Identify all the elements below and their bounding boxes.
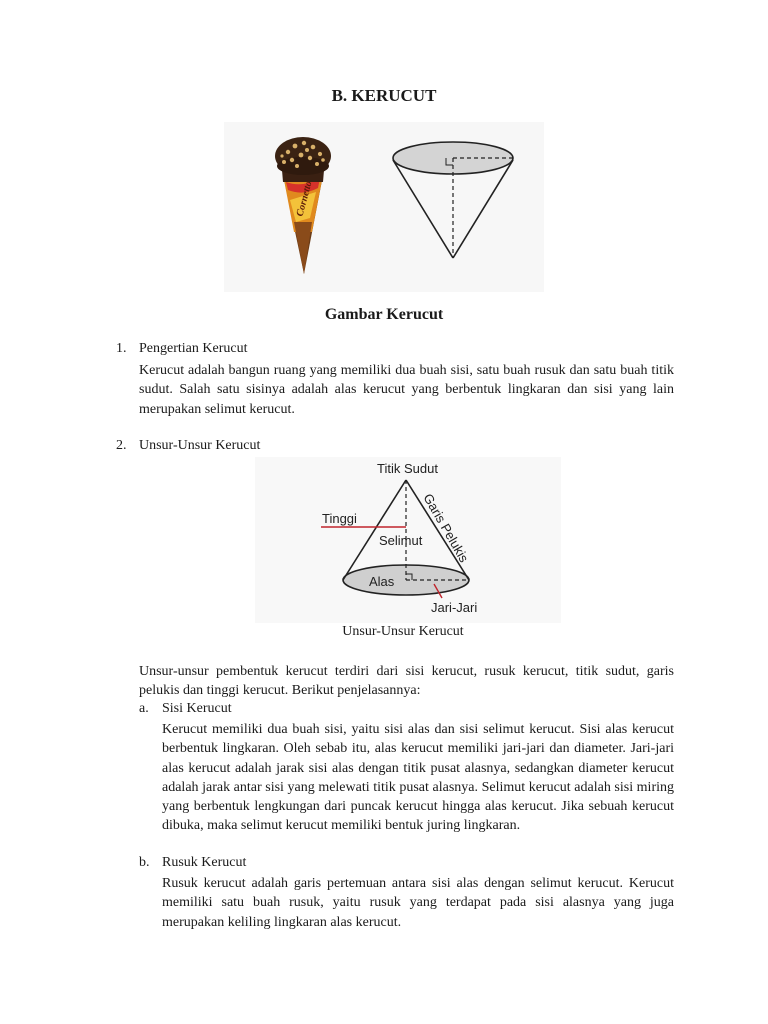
figure2-caption: Unsur-Unsur Kerucut — [342, 624, 464, 639]
section2-heading: Unsur-Unsur Kerucut — [139, 438, 261, 453]
svg-text:Cornetto: Cornetto — [294, 179, 315, 218]
surface-label: Selimut — [379, 533, 423, 548]
page-title: B. KERUCUT — [331, 86, 437, 105]
base-label: Alas — [369, 574, 395, 589]
item-b-text: Rusuk kerucut adalah garis pertemuan antara sisi alas dengan selimut kerucut. Kerucut memiliki satu buah rusuk, yaitu rusuk yang terdapat pada sisi alasnya yang juga merupakan keliling lingkaran alas kerucut. — [162, 876, 674, 930]
ice-cream-icon — [275, 137, 331, 274]
item-a-letter: a. — [139, 701, 149, 716]
cone-figure — [224, 122, 544, 292]
section1-heading: Pengertian Kerucut — [139, 341, 248, 356]
cone-elements-diagram — [255, 457, 561, 623]
item-a-heading: Sisi Kerucut — [162, 701, 232, 716]
cone-diagram — [393, 142, 513, 258]
apex-label: Titik Sudut — [377, 461, 438, 476]
item-b-letter: b. — [139, 855, 150, 870]
section2-intro: Unsur-unsur pembentuk kerucut terdiri dari sisi kerucut, rusuk kerucut, titik sudut, garis pelukis dan tinggi kerucut. Berikut penjelasannya: — [139, 664, 674, 699]
section1-text: Kerucut adalah bangun ruang yang memiliki dua buah sisi, satu buah rusuk dan satu buah titik sudut. Salah satu sisinya adalah alas kerucut yang berbentuk lingkaran dan sisi yang lain merupakan selimut kerucut. — [139, 363, 674, 417]
ice-cream-cone-illustration — [224, 122, 544, 292]
radius-label: Jari-Jari — [431, 600, 478, 615]
figure1-caption: Gambar Kerucut — [324, 306, 444, 323]
section1-number: 1. — [116, 341, 127, 356]
height-label: Tinggi — [322, 511, 357, 526]
item-a-text: Kerucut memiliki dua buah sisi, yaitu sisi alas dan sisi selimut kerucut. Sisi alas kerucut berbentuk lingkaran. Oleh sebab itu, alas kerucut memiliki jari-jari dan diameter. Jari-jari alas kerucut adalah jarak sisi alas dengan titik pusat alasnya, sedangkan diameter kerucut adalah jarak antar sisi yang melewati titik pusat alasnya. Selimut kerucut adalah sisi miring yang berbentuk lengkungan dari puncak kerucut hingga alas kerucut. Jika sebuah kerucut dibuka, maka selimut kerucut memiliki bentuk juring lingkaran. — [162, 722, 674, 834]
cone-elements-figure — [255, 457, 561, 623]
slant-label: Garis Pelukis — [420, 491, 472, 565]
section2-number: 2. — [116, 438, 127, 453]
item-b-heading: Rusuk Kerucut — [162, 855, 247, 870]
